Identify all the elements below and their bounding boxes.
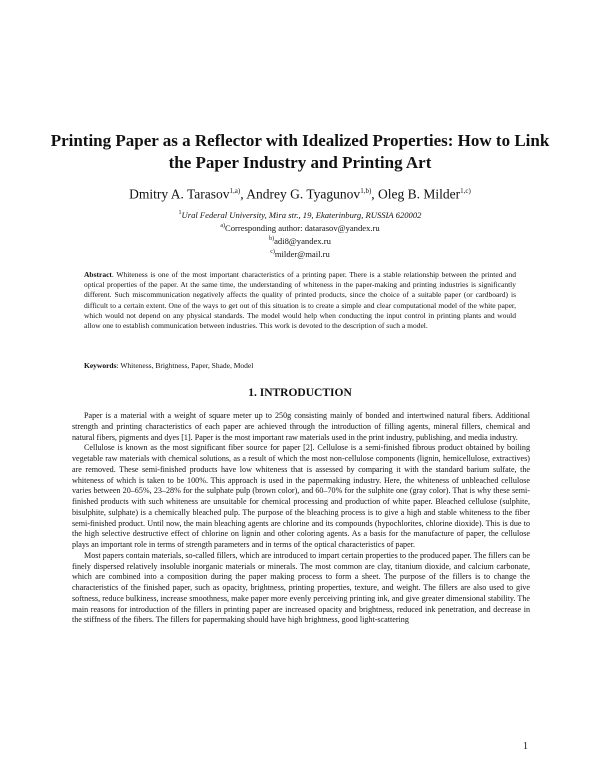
paragraph: Paper is a material with a weight of square meter up to 250g consisting mainly of bonded and intertwined natural fibers. Additional strength and printing characteristics of each paper are achieved through the introduction of filling agents, mineral fillers, chemical and natural fibers, pigments and dyes [1]. Paper is the most important raw materials used in the print industry, publishing, and media industry.	[72, 411, 530, 442]
paragraph: Most papers contain materials, so-called fillers, which are introduced to impart certain properties to the produced paper. The fillers can be finely dispersed relatively insoluble inorganic materials or minerals. The most common are clay, titanium dioxide, and calcium carbonate, which are combined into a composition during the paper making process to form a sheet. The purpose of the fillers is to change the characteristics of the finished paper, such as opacity, brightness, printing properties, texture, and weight. The fillers are also used to give softness, reduce bulkiness, increase smoothness, make paper more evenly perceiving printing ink, and give greater dimensional stability. The main reasons for introduction of the fillers in printing paper are increased opacity and brightness, reduced ink penetration, and decrease in the stiffness of the fibers. The fillers for papermaking should have high brightness, good light-scattering	[72, 550, 530, 625]
author-email: adi8@yandex.ru	[274, 235, 331, 246]
paper-title: Printing Paper as a Reflector with Idealized Properties: How to Link the Paper Industry and Printing Art	[50, 131, 550, 172]
author-name: Oleg B. Milder	[378, 186, 461, 202]
corresponding-author-line: $^{a)}$Corresponding author: datarasov@yandex.ru	[220, 222, 380, 233]
keywords-label: Keywords	[84, 361, 117, 370]
corresponding-author-email: Corresponding author: datarasov@yandex.ru	[224, 222, 380, 233]
author-affiliation-mark: 1,b)	[360, 187, 372, 195]
affiliation-block	[40, 208, 560, 259]
author-list: Dmitry A. Tarasov$^{1,a)}$, Andrey G. Tyagunov$^{1,b)}$, Oleg B. Milder$^{1,c)}$	[129, 186, 471, 202]
abstract-label: Abstract	[84, 270, 112, 279]
author-name: Andrey G. Tyagunov	[246, 186, 361, 202]
author-affiliation-mark: 1,c)	[460, 187, 471, 195]
email-line: $^{b)}$adi8@yandex.ru	[269, 235, 331, 246]
abstract	[84, 270, 516, 331]
keywords-text: : Whiteness, Brightness, Paper, Shade, Model	[116, 361, 254, 370]
page-number: 1	[523, 741, 528, 752]
abstract-text: . Whiteness is one of the most important characteristics of a printing paper. There is a stable relationship between the printed and optical properties of the paper. At the same time, the understanding of whiteness in the paper-making and printing industries is significantly different. Such miscommunication negatively affects the quality of printed products, since the choice of a suitable paper (or cardboard) is difficult to a certain extent. One of the ways to get out of this situation is to create a simple and clear computational model of the white paper, which would not depend on any physical standards. The model would help when conducting the input control in printing plants and would allow one to establish communication between industries. This work is devoted to the description of such a model.	[84, 270, 516, 331]
section-heading: 1. INTRODUCTION	[248, 387, 352, 399]
email-line: $^{c)}$milder@mail.ru	[270, 248, 330, 259]
author-affiliation-mark: 1,a)	[229, 187, 241, 195]
paragraph: Cellulose is known as the most significant fiber source for paper [2]. Cellulose is a semi-finished fibrous product obtained by boiling vegetable raw materials with chemical solutions, as a result of which the most non-cellulose components (lignin, hemicellulose, extractives) are removed. These semi-finished products have low whiteness that is assessed by comparing it with the standard barium sulfate, the whiteness of which is taken to be 100%. This approach is used in the papermaking industry. Here, the whiteness of unbleached cellulose varies between 20–65%, 23–28% for the sulphate pulp (brown color), and 60–70% for the sulphite one (gray color). That is why these semi-finished products with such whiteness are unsuitable for chemical processing and production of white paper. Bleached cellulose (sulphite, bisulphite, sulphate) is a chemically bleached pulp. The purpose of the bleaching process is to give a high and stable whiteness to the fiber semi-finished product. Until now, the main bleaching agents are chlorine and its compounds (hypochlorites, chlorine dioxide). This is due to the high selective destructive effect of chlorine on lignin and other coloring agents. As a basis for the manufacture of paper, the cellulose plays an important role in terms of strength parameters and in terms of the optical characteristics of paper.	[72, 443, 530, 549]
institution-line: $^1$Ural Federal University, Mira str., 19, Ekaterinburg, RUSSIA 620002	[178, 209, 422, 220]
author-email: milder@mail.ru	[274, 248, 330, 259]
body-text	[72, 411, 530, 626]
keywords	[84, 361, 516, 371]
author-name: Dmitry A. Tarasov	[129, 186, 230, 202]
institution-address: Ural Federal University, Mira str., 19, Ekaterinburg, RUSSIA 620002	[181, 209, 422, 220]
